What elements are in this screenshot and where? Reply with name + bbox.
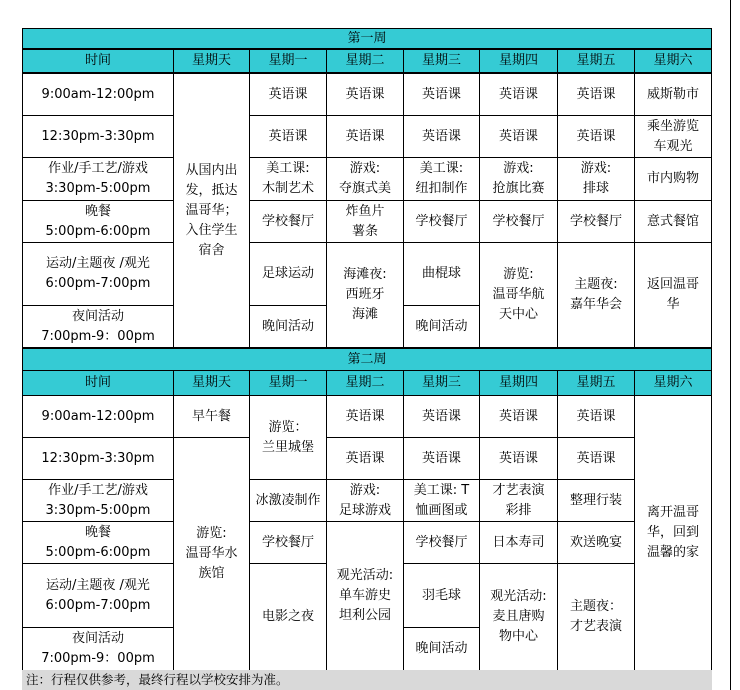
week2-monday-cell: 游览： 兰里城堡 [249,395,327,480]
week1-thursday-cell: 游戏: 抢旗比赛 [479,157,558,201]
footnote: 注：行程仅供参考，最终行程以学校安排为准。 [22,670,712,690]
week1-header-friday: 星期五 [557,49,635,73]
week2-tuesday-cell: 英语课 [326,395,404,438]
week1-header-thursday: 星期四 [479,49,558,73]
week2-time-slot: 12:30pm-3:30pm [22,437,174,480]
week1-title: 第一周 [22,28,712,49]
week2-thursday-cell: 英语课 [479,437,558,480]
week2-time-slot: 作业/手工艺/游戏 3:30pm-5:00pm [22,479,174,522]
week1-time-slot: 运动/主题夜 /观光 6:00pm-7:00pm [22,242,174,306]
week2-wednesday-cell: 英语课 [403,395,480,438]
week1-wednesday-cell: 曲棍球 [403,242,480,306]
week2-monday-cell: 学校餐厅 [249,521,327,564]
week1-wednesday-cell: 英语课 [403,73,480,116]
week2-wednesday-cell: 美工课: T 恤画图或 [403,479,480,522]
week1-header-monday: 星期一 [249,49,327,73]
week1-time-slot: 夜间活动 7:00pm-9：00pm [22,305,174,348]
week2-header-thursday: 星期四 [479,370,558,396]
week2-title: 第二周 [22,348,712,371]
week1-header-time: 时间 [22,49,174,73]
week2-header-sunday: 星期天 [173,370,250,396]
week2-monday-cell: 电影之夜 [249,563,327,671]
week2-thursday-cell: 观光活动: 麦且唐购 物中心 [479,563,558,671]
week1-monday-cell: 英语课 [249,115,327,158]
week2-tuesday-cell: 游戏: 足球游戏 [326,479,404,522]
week1-saturday-cell: 威斯勒市 [634,73,712,116]
week1-friday-cell: 游戏: 排球 [557,157,635,201]
week2-tuesday-cell: 观光活动: 单车游史 坦利公园 [326,521,404,671]
week1-header-saturday: 星期六 [634,49,712,73]
week2-wednesday-cell: 羽毛球 [403,563,480,628]
week1-monday-cell: 英语课 [249,73,327,116]
week1-thursday-cell: 英语课 [479,115,558,158]
week2-friday-cell: 英语课 [557,437,635,480]
week1-wednesday-cell: 美工课: 纽扣制作 [403,157,480,201]
week2-friday-cell: 英语课 [557,395,635,438]
week1-friday-cell: 英语课 [557,73,635,116]
week2-time-slot: 运动/主题夜 /观光 6:00pm-7:00pm [22,563,174,628]
week1-saturday-cell: 市内购物 [634,157,712,201]
week1-wednesday-cell: 学校餐厅 [403,200,480,243]
week1-friday-cell: 英语课 [557,115,635,158]
week1-tuesday-cell: 游戏: 夺旗式美 [326,157,404,201]
week1-wednesday-cell: 晚间活动 [403,305,480,348]
week2-thursday-cell: 英语课 [479,395,558,438]
week1-tuesday-cell: 炸鱼片 薯条 [326,200,404,243]
week2-tuesday-cell: 英语课 [326,437,404,480]
week2-wednesday-cell: 晚间活动 [403,627,480,671]
week1-header-sunday: 星期天 [173,49,250,73]
week2-monday-cell: 冰激凌制作 [249,479,327,522]
week2-wednesday-cell: 英语课 [403,437,480,480]
week1-tuesday-cell: 英语课 [326,73,404,116]
week2-time-slot: 夜间活动 7:00pm-9：00pm [22,627,174,671]
week1-time-slot: 作业/手工艺/游戏 3:30pm-5:00pm [22,157,174,201]
week1-time-slot: 晚餐 5:00pm-6:00pm [22,200,174,243]
week1-monday-cell: 足球运动 [249,242,327,306]
week2-thursday-cell: 日本寿司 [479,521,558,564]
week1-saturday-cell: 返回温哥 华 [634,242,712,348]
week1-saturday-cell: 乘坐游览 车观光 [634,115,712,158]
week1-sunday-arrival: 从国内出 发，抵达 温哥华； 入住学生 宿舍 [173,73,250,348]
week1-thursday-cell: 学校餐厅 [479,200,558,243]
week1-wednesday-cell: 英语课 [403,115,480,158]
week1-monday-cell: 晚间活动 [249,305,327,348]
week2-header-time: 时间 [22,370,174,396]
week2-wednesday-cell: 学校餐厅 [403,521,480,564]
week2-friday-cell: 主题夜： 才艺表演 [557,563,635,671]
week2-thursday-cell: 才艺表演 彩排 [479,479,558,522]
week2-header-tuesday: 星期二 [326,370,404,396]
week2-time-slot: 9:00am-12:00pm [22,395,174,438]
week1-saturday-cell: 意式餐馆 [634,200,712,243]
week1-friday-cell: 学校餐厅 [557,200,635,243]
week1-thursday-cell: 游览: 温哥华航 天中心 [479,242,558,348]
week2-header-wednesday: 星期三 [403,370,480,396]
week2-header-friday: 星期五 [557,370,635,396]
week2-time-slot: 晚餐 5:00pm-6:00pm [22,521,174,564]
week2-header-monday: 星期一 [249,370,327,396]
week2-sunday-cell: 早午餐 [173,395,250,438]
week1-monday-cell: 学校餐厅 [249,200,327,243]
week2-saturday-departure: 离开温哥 华，回到 温馨的家 [634,395,712,671]
week1-header-wednesday: 星期三 [403,49,480,73]
week1-monday-cell: 美工课: 木制艺术 [249,157,327,201]
week1-thursday-cell: 英语课 [479,73,558,116]
week2-header-saturday: 星期六 [634,370,712,396]
week2-friday-cell: 欢送晚宴 [557,521,635,564]
week2-sunday-cell: 游览: 温哥华水 族馆 [173,437,250,671]
week1-time-slot: 12:30pm-3:30pm [22,115,174,158]
week2-friday-cell: 整理行装 [557,479,635,522]
week1-tuesday-cell: 英语课 [326,115,404,158]
week1-time-slot: 9:00am-12:00pm [22,73,174,116]
week1-friday-cell: 主题夜: 嘉年华会 [557,242,635,348]
week1-header-tuesday: 星期二 [326,49,404,73]
page-border [730,0,731,690]
week1-tuesday-cell: 海滩夜: 西班牙 海滩 [326,242,404,348]
